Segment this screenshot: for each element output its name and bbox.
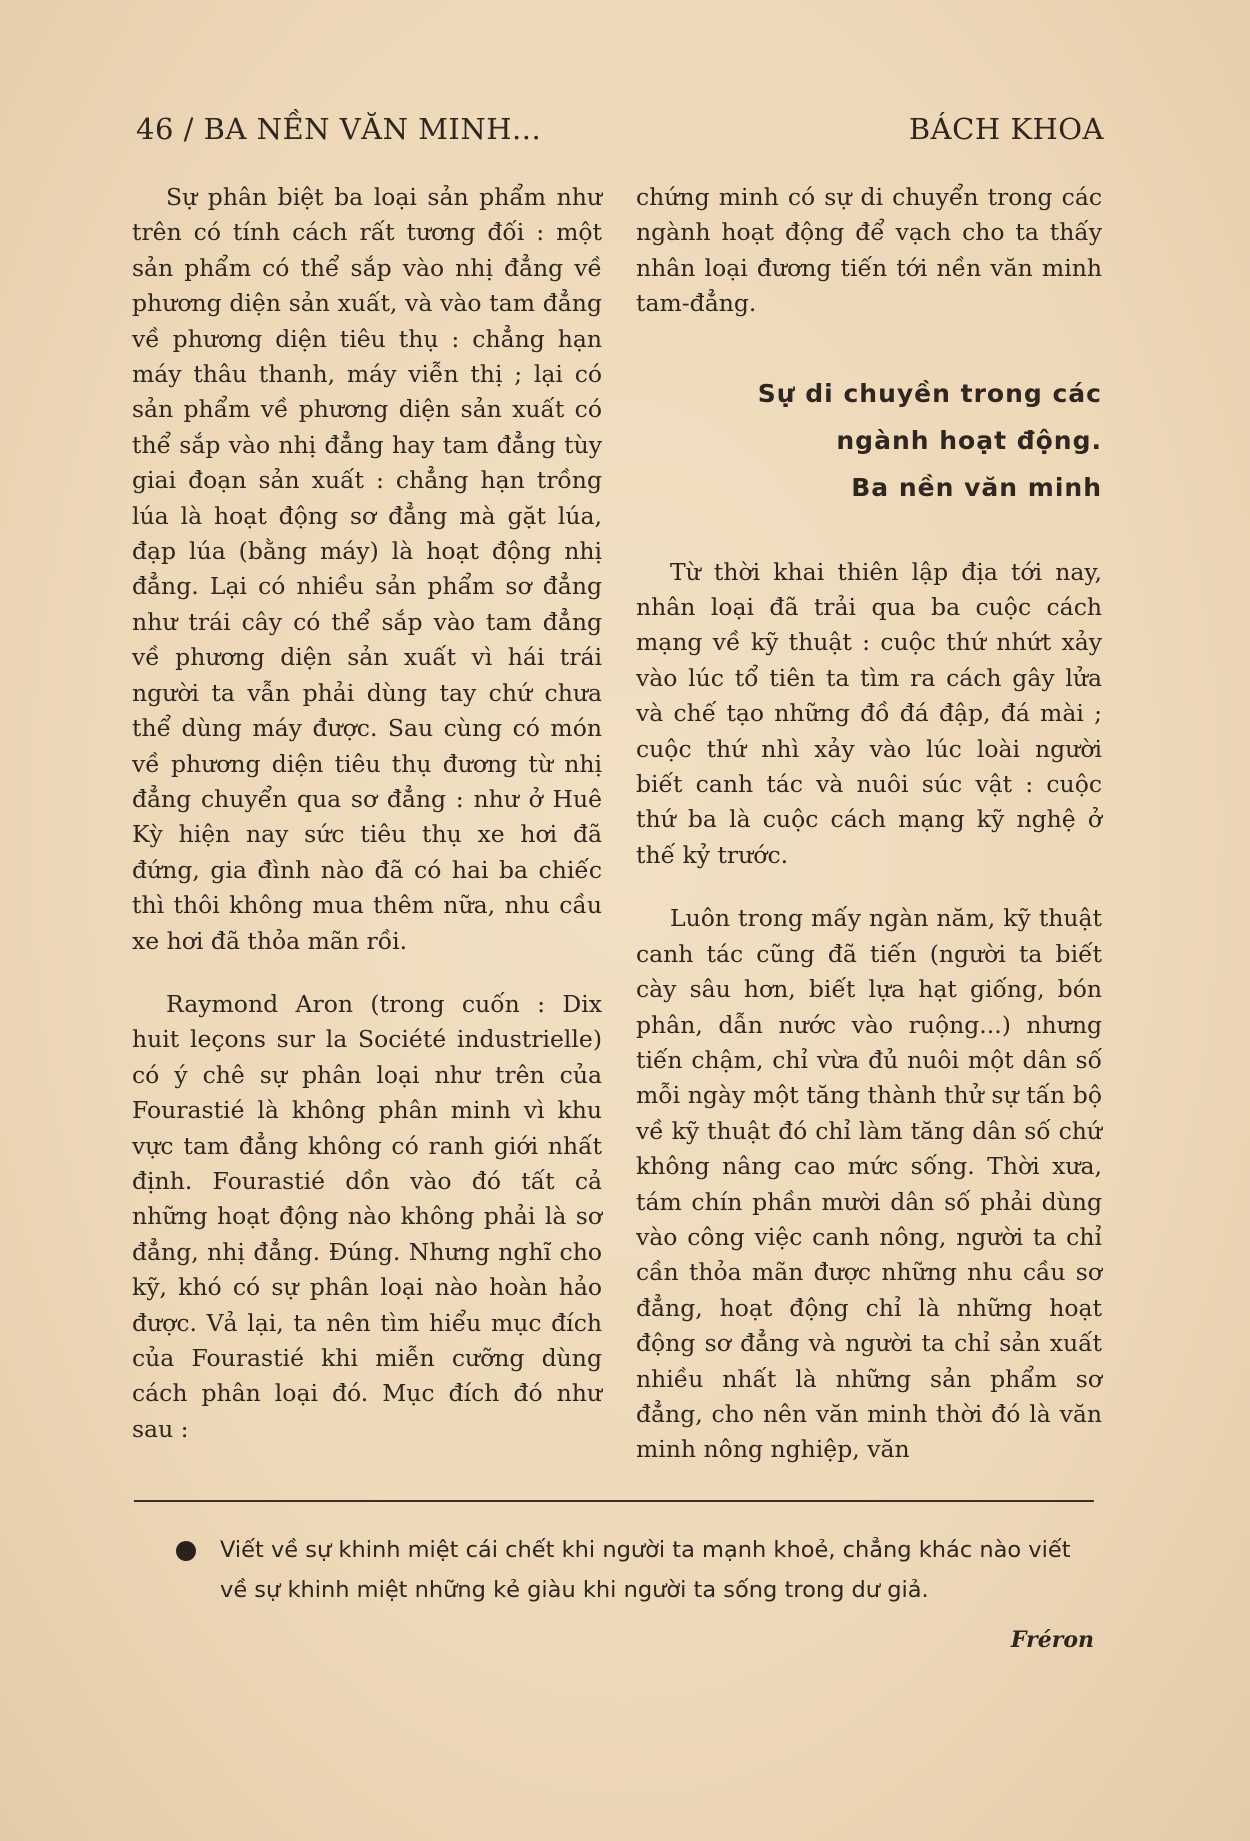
body-paragraph: Sự phân biệt ba loại sản phẩm như trên có tính cách rất tương đối : một sản phẩm có thể sắp vào nhị đẳng về phương diện sản xuất, và vào tam đẳng về phương diện tiêu thụ : chẳng hạn máy thâu thanh, máy viễn thị ; lại có sản phẩm về phương diện sản xuất có thể sắp vào nhị đẳng hay tam đẳng tùy giai đoạn sản xuất : chẳng hạn trồng lúa là hoạt động sơ đẳng mà gặt lúa, đạp lúa (bằng máy) là hoạt động nhị đẳng. Lại có nhiều sản phẩm sơ đẳng như trái cây có thể sắp vào tam đẳng về phương diện sản xuất vì hái trái người ta vẫn phải dùng tay chứ chưa thể dùng máy được. Sau cùng có món về phương diện tiêu thụ đương từ nhị đẳng chuyển qua sơ đẳng : như ở Huê Kỳ hiện nay sức tiêu thụ xe hơi đã đứng, gia đình nào đã có hai ba chiếc thì thôi không mua thêm nữa, nhu cầu xe hơi đã thỏa mãn rồi. (132, 183, 602, 955)
section-heading-line: Sự di chuyền trong các (757, 378, 1102, 408)
quote-text: Viết về sự khinh miệt cái chết khi người ta mạnh khoẻ, chẳng khác nào viết về sự khinh miệt những kẻ giàu khi người ta sống trong dư giả. (220, 1537, 1071, 1603)
body-paragraph: Từ thời khai thiên lập địa tới nay, nhân loại đã trải qua ba cuộc cách mạng về kỹ thuật : cuộc thứ nhứt xảy vào lúc tổ tiên ta tìm ra cách gây lửa và chế tạo những đồ đá đập, đá mài ; cuộc thứ nhì xảy vào lúc loài người biết canh tác và nuôi súc vật : cuộc thứ ba là cuộc cách mạng kỹ nghệ ở thế kỷ trước. (636, 557, 1102, 869)
footer-divider (134, 1500, 1094, 1502)
left-column (132, 180, 602, 1447)
section-heading (636, 370, 1102, 511)
body-paragraph: Raymond Aron (trong cuốn : Dix huit leçons sur la Société industrielle) có ý chê sự phân loại như trên của Fourastié là không phân minh vì khu vực tam đẳng không có ranh giới nhất định. Fourastié dồn vào đó tất cả những hoạt động nào không phải là sơ đẳng, nhị đẳng. Đúng. Nhưng nghĩ cho kỹ, khó có sự phân loại nào hoàn hảo được. Vả lại, ta nên tìm hiểu mục đích của Fourastié khi miễn cưỡng dùng cách phân loại đó. Mục đích đó như sau : (132, 989, 602, 1443)
section-heading-line: Ba nền văn minh (851, 472, 1102, 502)
magazine-title: BÁCH KHOA (908, 112, 1104, 146)
body-paragraph: Luôn trong mấy ngàn năm, kỹ thuật canh tác cũng đã tiến (người ta biết cày sâu hơn, biết lựa hạt giống, bón phân, dẫn nước vào ruộng...) nhưng tiến chậm, chỉ vừa đủ nuôi một dân số mỗi ngày một tăng thành thử sự tấn bộ về kỹ thuật đó chỉ làm tăng dân số chứ không nâng cao mức sống. Thời xưa, tám chín phần mười dân số phải dùng vào công việc canh nông, người ta chỉ cần thỏa mãn được những nhu cầu sơ đẳng, hoạt động chỉ là những hoạt động sơ đẳng và người ta chỉ sản xuất nhiều nhất là những sản phẩm sơ đẳng, cho nên văn minh thời đó là văn minh nông nghiệp, văn (636, 904, 1102, 1464)
page-header (136, 112, 1104, 152)
bullet-icon (176, 1541, 196, 1561)
footer-quote (176, 1530, 1096, 1610)
running-title: 46 / BA NỀN VĂN MINH... (136, 112, 542, 146)
section-heading-line: ngành hoạt động. (836, 425, 1102, 455)
continued-paragraph: chứng minh có sự di chuyển trong các ngành hoạt động để vạch cho ta thấy nhân loại đương tiến tới nền văn minh tam-đẳng. (636, 183, 1102, 318)
quote-author: Fréron (1010, 1627, 1094, 1653)
right-column (636, 180, 1102, 1468)
